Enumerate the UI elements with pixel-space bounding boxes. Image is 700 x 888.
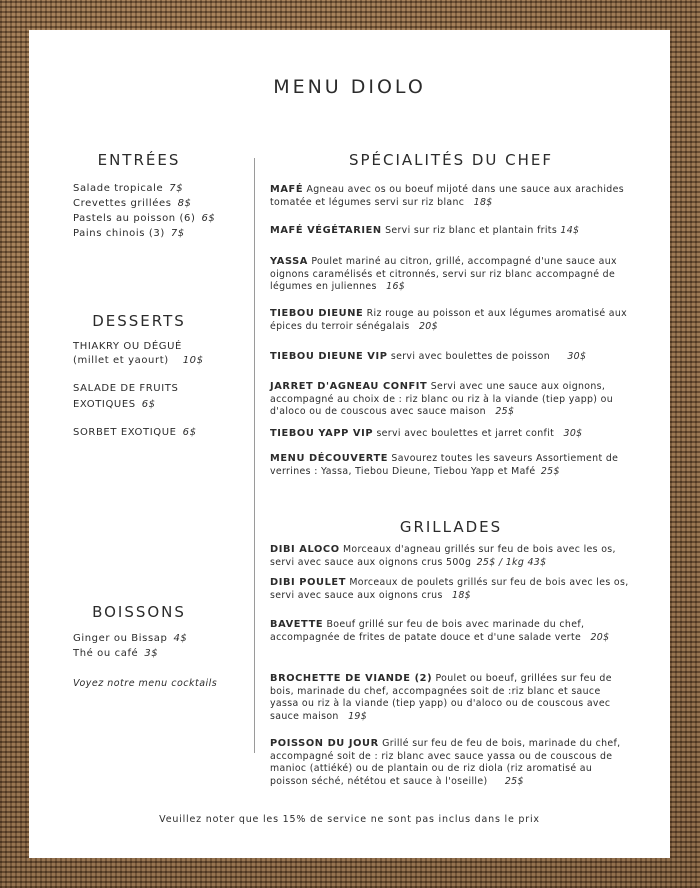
dessert-name: THIAKRY OU DÉGUÉ bbox=[73, 341, 182, 352]
item-name: TIEBOU DIEUNE bbox=[270, 308, 364, 319]
menu-item-tiebou-yapp-vip bbox=[270, 428, 632, 441]
item-name: Pains chinois (3) bbox=[73, 228, 165, 239]
item-price: 16$ bbox=[386, 281, 406, 292]
item-name: Salade tropicale bbox=[73, 183, 164, 194]
list-item bbox=[73, 631, 217, 646]
item-name: BAVETTE bbox=[270, 619, 324, 630]
item-price: 14$ bbox=[560, 225, 580, 236]
item-desc: Poulet mariné au citron, grillé, accompagné d'une sauce aux oignons caramélisés et citronnés, servi sur riz blanc accompagné de légumes en juliennes bbox=[270, 256, 617, 292]
item-price: 20$ bbox=[590, 631, 610, 643]
item-name: Ginger ou Bissap bbox=[73, 633, 168, 644]
desserts-list bbox=[73, 340, 204, 454]
dessert-name: SORBET EXOTIQUE bbox=[73, 427, 177, 438]
item-price: 18$ bbox=[473, 196, 493, 208]
entrees-heading: ENTRÉES bbox=[97, 151, 181, 169]
item-name: DIBI ALOCO bbox=[270, 544, 340, 555]
dessert-detail: EXOTIQUES bbox=[73, 399, 136, 410]
item-name: Pastels au poisson (6) bbox=[73, 213, 196, 224]
item-name: MAFÉ bbox=[270, 184, 304, 195]
item-price: 8$ bbox=[177, 198, 192, 209]
item-name: MENU DÉCOUVERTE bbox=[270, 453, 389, 464]
item-price: 19$ bbox=[348, 710, 368, 722]
item-name: MAFÉ VÉGÉTARIEN bbox=[270, 225, 382, 236]
menu-item-yassa bbox=[270, 256, 632, 294]
item-desc: Poulet ou boeuf, grillées sur feu de bois, marinade du chef, accompagnées soit de :riz blanc et sauce yassa ou riz à la viande (tiep yapp) ou d'aloco ou de couscous avec sauce maison bbox=[270, 673, 612, 722]
menu-item-bavette bbox=[270, 619, 632, 644]
item-name: POISSON DU JOUR bbox=[270, 738, 379, 749]
grillades-heading: GRILLADES bbox=[399, 518, 503, 536]
item-name: TIEBOU DIEUNE VIP bbox=[270, 351, 388, 362]
menu-item-tiebou-dieune-vip bbox=[270, 351, 632, 364]
cocktails-note: Voyez notre menu cocktails bbox=[73, 678, 218, 689]
list-item bbox=[73, 226, 215, 241]
menu-title: MENU DIOLO bbox=[273, 76, 426, 98]
item-desc: Servi avec une sauce aux oignons, accompagné au choix de : riz blanc ou riz à la viande (tiep yapp) ou d'aloco ou de couscous avec sauce maison bbox=[270, 381, 614, 417]
list-item bbox=[73, 340, 204, 368]
item-desc: Morceaux de poulets grillés sur feu de bois avec les os, servi avec sauce aux oignons crus bbox=[270, 577, 629, 601]
item-name: JARRET D'AGNEAU CONFIT bbox=[270, 381, 428, 392]
item-desc: servi avec boulettes de poisson bbox=[390, 351, 550, 362]
dessert-detail: (millet et yaourt) bbox=[73, 355, 169, 366]
item-price: 25$ bbox=[540, 465, 560, 477]
menu-item-mafe bbox=[270, 184, 632, 209]
item-desc: Boeuf grillé sur feu de bois avec marinade du chef, accompagnée de frites de patate douce et d'une salade verte bbox=[270, 619, 585, 643]
item-name: YASSA bbox=[270, 256, 308, 267]
item-price: 30$ bbox=[563, 428, 583, 439]
item-desc: servi avec boulettes et jarret confit bbox=[376, 428, 555, 439]
item-desc: Riz rouge au poisson et aux légumes aromatisé aux épices du terroir sénégalais bbox=[270, 308, 628, 332]
menu-item-jarret-agneau bbox=[270, 381, 632, 419]
item-price: 4$ bbox=[173, 633, 188, 644]
desserts-heading: DESSERTS bbox=[92, 312, 186, 330]
list-item bbox=[73, 426, 204, 440]
item-name: TIEBOU YAPP VIP bbox=[270, 428, 374, 439]
list-item bbox=[73, 211, 215, 226]
menu-item-dibi-aloco bbox=[270, 544, 632, 569]
item-price: 3$ bbox=[144, 648, 159, 659]
entrees-list bbox=[73, 181, 215, 241]
list-item bbox=[73, 382, 204, 412]
item-price: 25$ bbox=[495, 406, 515, 417]
item-name: Crevettes grillées bbox=[73, 198, 172, 209]
item-price: 7$ bbox=[169, 183, 184, 194]
item-desc: Morceaux d'agneau grillés sur feu de bois avec les os, servi avec sauce aux oignons crus 500g bbox=[270, 544, 616, 568]
menu-item-menu-decouverte bbox=[270, 453, 632, 478]
list-item bbox=[73, 646, 217, 661]
menu-card bbox=[29, 30, 670, 858]
column-divider bbox=[254, 158, 255, 753]
item-desc: Servi sur riz blanc et plantain frits bbox=[385, 225, 558, 236]
dessert-name: SALADE DE FRUITS bbox=[73, 383, 179, 394]
list-item bbox=[73, 196, 215, 211]
list-item bbox=[73, 181, 215, 196]
item-desc: Agneau avec os ou boeuf mijoté dans une sauce aux arachides tomatée et légumes servi sur riz blanc bbox=[270, 184, 624, 208]
item-desc: Grillé sur feu de feu de bois, marinade du chef, accompagné soit de : riz blanc avec sauce yassa ou de couscous de manioc (attiéké) ou de plantain ou de riz diola (riz aromatisé au poisson séché, nététou et sauce à l'oseille) bbox=[270, 738, 621, 787]
menu-item-dibi-poulet bbox=[270, 577, 632, 602]
item-price: 20$ bbox=[418, 320, 438, 332]
item-price: 25$ bbox=[504, 775, 524, 787]
specialites-heading: SPÉCIALITÉS DU CHEF bbox=[348, 151, 554, 169]
item-price: 6$ bbox=[182, 427, 197, 438]
menu-item-tiebou-dieune bbox=[270, 308, 632, 333]
item-price: 6$ bbox=[201, 213, 216, 224]
menu-item-mafe-vegetarien bbox=[270, 225, 632, 238]
item-price: 18$ bbox=[452, 589, 471, 601]
item-name: Thé ou café bbox=[73, 648, 139, 659]
item-price: 25$ / 1kg 43$ bbox=[476, 556, 547, 568]
item-name: BROCHETTE DE VIANDE (2) bbox=[270, 673, 433, 684]
item-price: 7$ bbox=[170, 228, 185, 239]
menu-item-poisson-du-jour bbox=[270, 738, 632, 788]
service-note: Veuillez noter que les 15% de service ne sont pas inclus dans le prix bbox=[159, 814, 540, 825]
item-name: DIBI POULET bbox=[270, 577, 346, 588]
menu-item-brochette bbox=[270, 673, 632, 723]
item-desc: Savourez toutes les saveurs Assortiement de verrines : Yassa, Tiebou Dieune, Tiebou Yapp et Mafé bbox=[270, 453, 619, 477]
item-price: 6$ bbox=[141, 399, 156, 410]
boissons-list bbox=[73, 631, 217, 689]
boissons-heading: BOISSONS bbox=[92, 603, 186, 621]
item-price: 10$ bbox=[182, 355, 204, 366]
item-price: 30$ bbox=[567, 351, 587, 362]
